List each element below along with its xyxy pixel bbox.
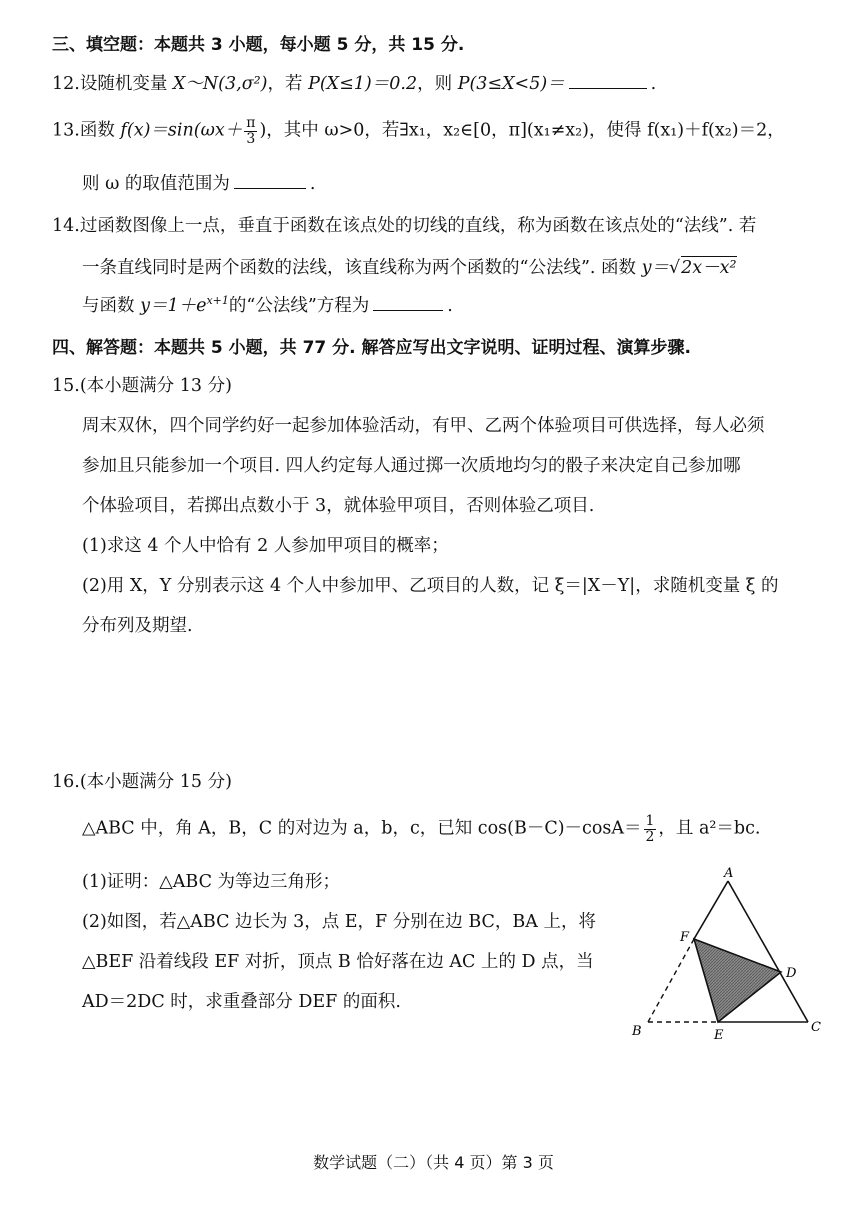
q13-ask: 则 ω 的取值范围为 (82, 174, 230, 194)
q12-end: . (650, 74, 657, 94)
label-D: D (786, 966, 797, 981)
q14-func2-exponent: x+1 (206, 294, 229, 308)
q12-text: 设随机变量 (79, 74, 173, 94)
q14-func1-radicand: 2x－x² (681, 258, 737, 278)
triangle-fold-figure (620, 865, 835, 1050)
q14-line2: 一条直线同时是两个函数的法线，该直线称为两个函数的“公法线”. 函数 (82, 258, 642, 278)
question-13 (52, 116, 785, 146)
question-14-line3 (82, 292, 453, 317)
side-AF (694, 881, 728, 939)
question-14-line2: 一条直线同时是两个函数的法线，该直线称为两个函数的“公法线”. 函数 y＝√2x－x² (82, 258, 737, 278)
q12-distribution: X～N(3,σ²) (172, 74, 268, 94)
q16-subquestion-2-line1: (2)如图，若△ABC 边长为 3，点 E，F 分别在边 BC，BA 上，将 (82, 912, 596, 932)
page-footer: 数学试题（二）（共 4 页）第 3 页 (313, 1153, 554, 1172)
q12-text-b: ，若 (267, 74, 309, 94)
section-solve-heading: 四、解答题：本题共 5 小题，共 77 分. 解答应写出文字说明、证明过程、演算步骤. (52, 338, 691, 358)
q16-score: (本小题满分 15 分) (79, 772, 232, 792)
question-14 (52, 212, 756, 237)
q15-number: 15. (52, 376, 80, 396)
q13-function: f(x)＝sin(ωx＋ (120, 120, 243, 141)
q15-subquestion-2: (2)用 X，Y 分别表示这 4 个人中参加甲、乙项目的人数，记 ξ＝|X－Y|，求随机变量 ξ 的 (82, 576, 779, 596)
q13-end: . (309, 174, 316, 194)
q13-text: 函数 (79, 120, 121, 141)
q15-paragraph-line2: 参加且只能参加一个项目. 四人约定每人通过掷一次质地均匀的骰子来决定自己参加哪 (82, 456, 741, 476)
q12-text-c: ，则 (417, 74, 458, 94)
q12-given-prob: P(X≤1)＝0.2 (308, 74, 418, 94)
q15-subquestion-1: (1)求这 4 个人中恰有 2 人参加甲项目的概率； (82, 536, 449, 556)
q12-answer-blank (569, 87, 647, 89)
q13-frac-num: π (246, 115, 256, 131)
q12-number: 12. (52, 74, 80, 94)
dashed-FB (648, 939, 694, 1022)
question-13-line2 (82, 170, 315, 195)
q13-number: 13. (52, 120, 80, 141)
q14-ask: 的“公法线”方程为 (228, 296, 370, 316)
question-12 (52, 70, 656, 95)
label-F: F (680, 930, 690, 945)
q13-frac-den: 3 (246, 130, 256, 147)
q14-line1: 过函数图像上一点，垂直于函数在该点处的切线的直线，称为函数在该点处的“法线”. 若 (79, 216, 757, 236)
q16-subquestion-2-line3: AD＝2DC 时，求重叠部分 DEF 的面积. (82, 992, 401, 1012)
q16-frac-den: 2 (645, 828, 655, 845)
q15-score: (本小题满分 13 分) (79, 376, 232, 396)
q15-paragraph-line1: 周末双休，四个同学约好一起参加体验活动，有甲、乙两个体验项目可供选择，每人必须 (82, 416, 765, 436)
q14-end: . (447, 296, 453, 316)
q16-condition-b: ，且 a²＝bc. (658, 818, 761, 839)
q14-number: 14. (52, 216, 80, 236)
q16-subquestion-1: (1)证明：△ABC 为等边三角形； (82, 872, 341, 892)
question-15-header (52, 372, 232, 397)
q15-subquestion-2-cont: 分布列及期望. (82, 616, 193, 636)
q14-line3: 与函数 (82, 296, 141, 316)
label-A: A (724, 866, 734, 881)
q15-paragraph-line3: 个体验项目，若掷出点数小于 3，就体验甲项目，否则体验乙项目. (82, 496, 595, 516)
q16-statement (82, 814, 761, 844)
q13-condition: )，其中 ω>0，若∃x₁，x₂∈[0，π](x₁≠x₂)，使得 f(x₁)＋f(x₂)＝2， (259, 120, 785, 141)
q13-answer-blank (234, 187, 306, 189)
q14-answer-blank (373, 309, 443, 311)
q16-number: 16. (52, 772, 80, 792)
label-B: B (632, 1024, 642, 1039)
section-fill-in-heading: 三、填空题：本题共 3 小题，每小题 5 分，共 15 分. (52, 35, 465, 55)
q16-fraction (644, 814, 657, 844)
q13-fraction (244, 116, 257, 146)
q14-func1-lhs: y＝ (641, 258, 669, 278)
q16-frac-num: 1 (645, 813, 655, 829)
question-16-header (52, 768, 232, 793)
label-E: E (714, 1028, 724, 1043)
q12-target-prob: P(3≤X<5)＝ (457, 74, 565, 94)
q16-condition: △ABC 中，角 A，B，C 的对边为 a，b，c，已知 cos(B－C)－cosA＝ (82, 818, 642, 839)
label-C: C (811, 1020, 821, 1035)
q16-subquestion-2-line2: △BEF 沿着线段 EF 对折，顶点 B 恰好落在边 AC 上的 D 点，当 (82, 952, 594, 972)
q14-func2: y＝1＋e (140, 296, 207, 316)
